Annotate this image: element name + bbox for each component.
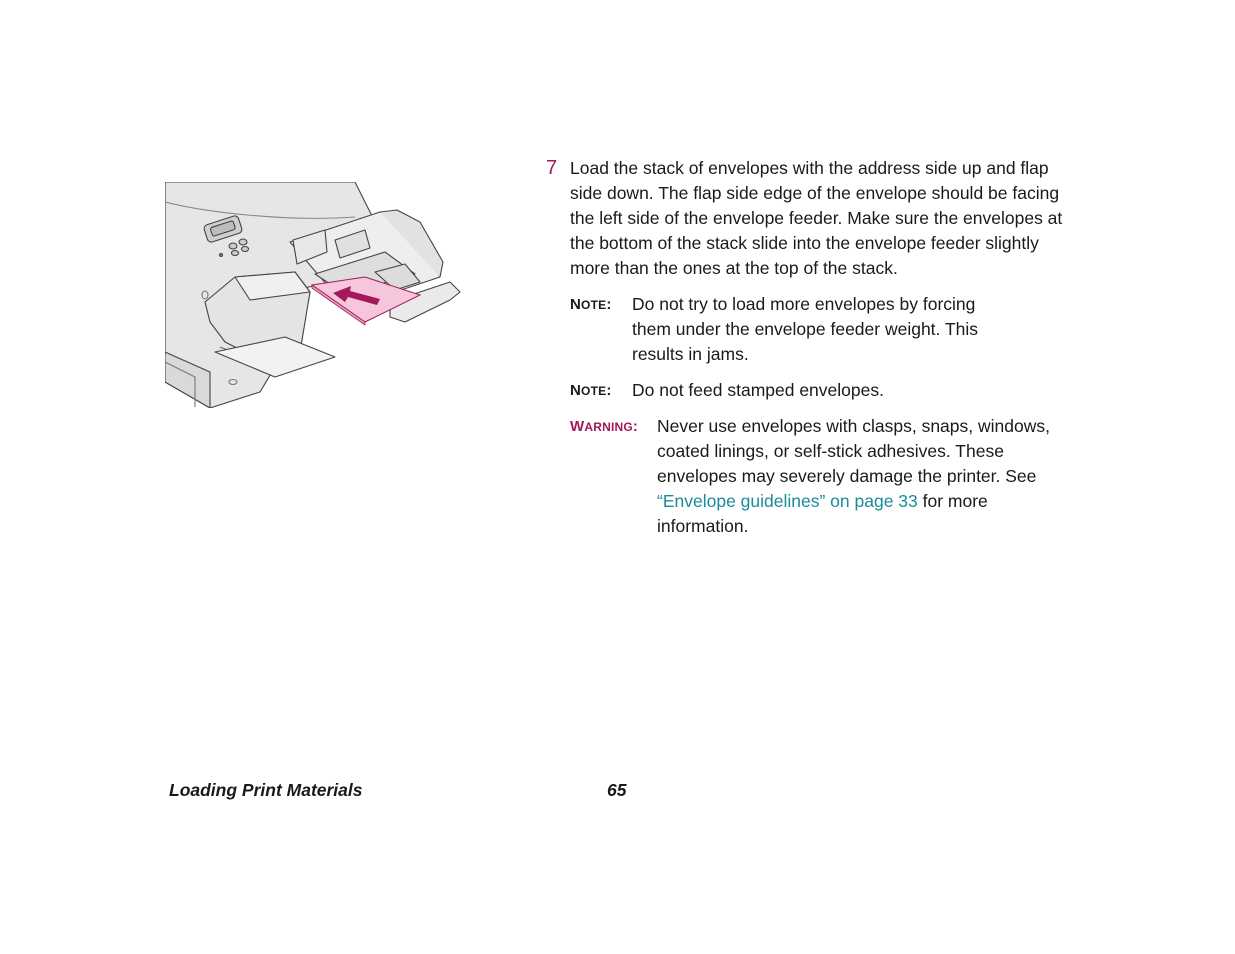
note-forcing-envelopes	[570, 292, 1010, 372]
note-label: NOTE:	[570, 382, 612, 399]
note-label: NOTE:	[570, 296, 612, 313]
warning-text: Never use envelopes with clasps, snaps, windows, coated linings, or self-stick adhesives. These envelopes may severely damage the printer. See “Envelope guidelines” on page 33 for more information.	[657, 416, 1050, 536]
printer-envelope-feeder-illustration	[165, 182, 463, 408]
footer-page-number: 65	[607, 780, 627, 800]
note-stamped-envelopes	[570, 378, 1010, 406]
note-text: Do not feed stamped envelopes.	[632, 380, 884, 400]
step-number: 7	[546, 157, 558, 179]
step-instruction: Load the stack of envelopes with the address side up and flap side down. The flap side edge of the envelope should be facing the left side of the envelope feeder. Make sure the envelopes at the bottom of the stack slide into the envelope feeder slightly more than the ones at the top of the stack.	[570, 158, 1063, 278]
warning-label: WARNING:	[570, 418, 639, 435]
warning-envelope-types	[570, 414, 1090, 544]
note-text: Do not try to load more envelopes by forcing them under the envelope feeder weight. This results in jams.	[632, 294, 979, 364]
footer-section-title: Loading Print Materials	[169, 780, 363, 800]
envelope-guidelines-link[interactable]: “Envelope guidelines” on page 33	[657, 491, 918, 511]
